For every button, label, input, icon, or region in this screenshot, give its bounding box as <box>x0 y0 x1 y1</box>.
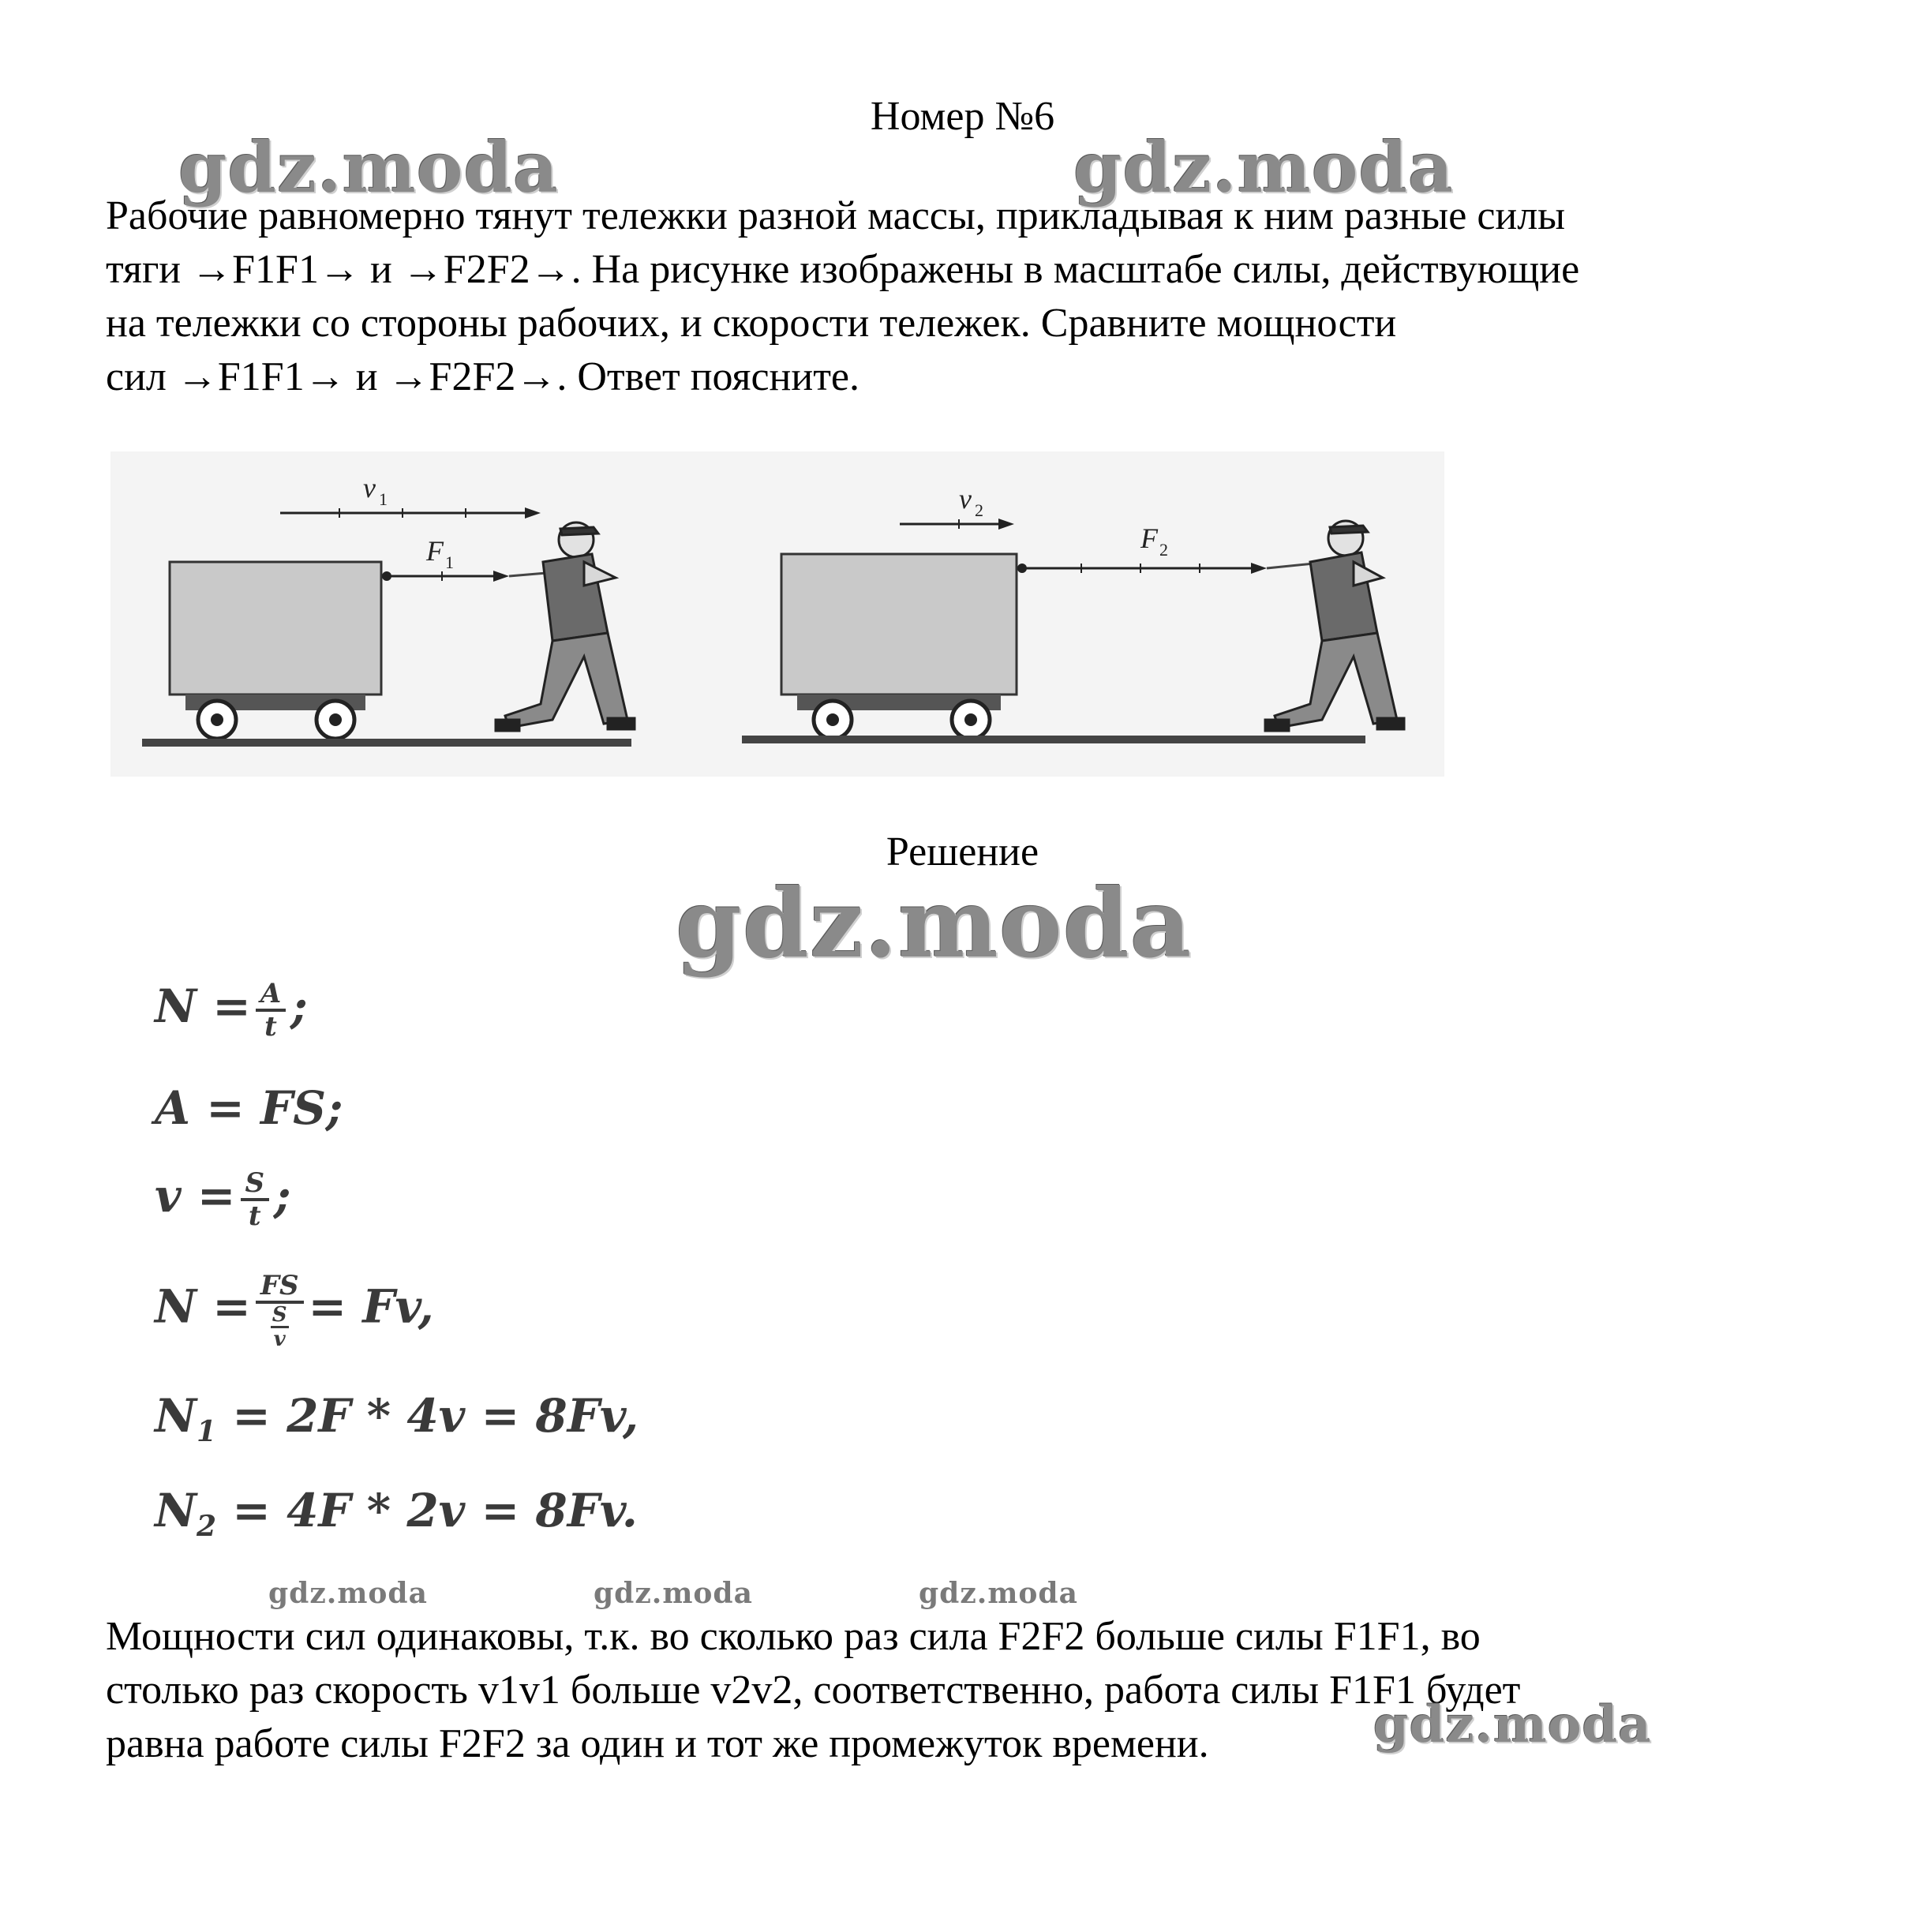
formula-text: N <box>155 1484 197 1537</box>
denominator: t <box>264 1011 277 1043</box>
formula-text: N = <box>155 979 251 1033</box>
ground-1 <box>142 739 631 747</box>
denominator <box>256 1304 304 1350</box>
answer-line: равна работе силы F2F2 за один и тот же промежуток времени. <box>106 1721 1209 1766</box>
fraction <box>256 1271 304 1350</box>
watermark: gdz.moda <box>1073 126 1455 208</box>
task-line: Рабочие равномерно тянут тележки разной массы, прикладывая к ним разные силы <box>106 193 1566 238</box>
page-title: Номер №6 <box>870 94 1055 139</box>
v1-sub: 1 <box>379 489 388 509</box>
subscript: 1 <box>197 1415 217 1448</box>
formula-power-derived <box>155 1271 434 1350</box>
formula-work: A = FS; <box>155 1081 343 1135</box>
formula-text: ; <box>274 1169 291 1222</box>
inner-fraction <box>271 1304 289 1350</box>
watermark: gdz.moda <box>178 126 560 208</box>
task-line: на тележки со стороны рабочих, и скорости тележек. Сравните мощности <box>106 301 1397 346</box>
task-text <box>106 189 1834 404</box>
task-line: сил →F1F1→ и →F2F2→. Ответ поясните. <box>106 354 860 399</box>
f1-label: F <box>426 535 444 567</box>
formula-n1 <box>155 1389 639 1448</box>
v1-label: v <box>363 472 376 504</box>
formula-velocity <box>155 1168 290 1231</box>
numerator: A <box>256 979 286 1012</box>
formula-text: N = <box>155 1279 251 1334</box>
v2-sub: 2 <box>975 500 983 520</box>
task-line: тяги →F1F1→ и →F2F2→. На рисунке изображены в масштабе силы, действующие <box>106 247 1580 292</box>
watermark: gdz.moda <box>919 1577 1078 1610</box>
subscript: 2 <box>197 1510 217 1543</box>
v2-label: v <box>959 483 972 515</box>
formula-text: N <box>155 1389 197 1443</box>
ground-2 <box>742 736 1365 743</box>
formula-text: ; <box>290 979 308 1033</box>
formula-power <box>155 979 308 1042</box>
f1-sub: 1 <box>445 552 454 572</box>
carts-illustration <box>110 451 1444 777</box>
formula-text: = 2F * 4v = 8Fv, <box>232 1389 639 1443</box>
formula-n2 <box>155 1484 638 1543</box>
fraction <box>256 979 286 1042</box>
carts-figure <box>110 451 1444 777</box>
numerator: S <box>272 1303 287 1327</box>
formula-text: = 4F * 2v = 8Fv. <box>232 1484 638 1537</box>
denominator: v <box>273 1327 286 1351</box>
formula-text: = Fv, <box>308 1279 434 1334</box>
answer-line: Мощности сил одинаковы, т.к. во сколько раз сила F2F2 больше силы F1F1, во <box>106 1614 1481 1659</box>
f2-sub: 2 <box>1159 540 1168 560</box>
numerator: S <box>241 1168 270 1201</box>
watermark: gdz.moda <box>594 1577 753 1610</box>
watermark: gdz.moda <box>268 1577 428 1610</box>
fraction <box>241 1168 270 1231</box>
watermark: gdz.moda <box>676 868 1193 979</box>
f2-label: F <box>1140 522 1158 554</box>
watermark: gdz.moda <box>1373 1695 1652 1754</box>
formula-text: v = <box>155 1169 236 1222</box>
numerator: FS <box>256 1271 304 1304</box>
answer-line: столько раз скорость v1v1 больше v2v2, соответственно, работа силы F1F1 будет <box>106 1668 1521 1713</box>
solution-title: Решение <box>886 829 1039 874</box>
denominator: t <box>248 1200 261 1232</box>
